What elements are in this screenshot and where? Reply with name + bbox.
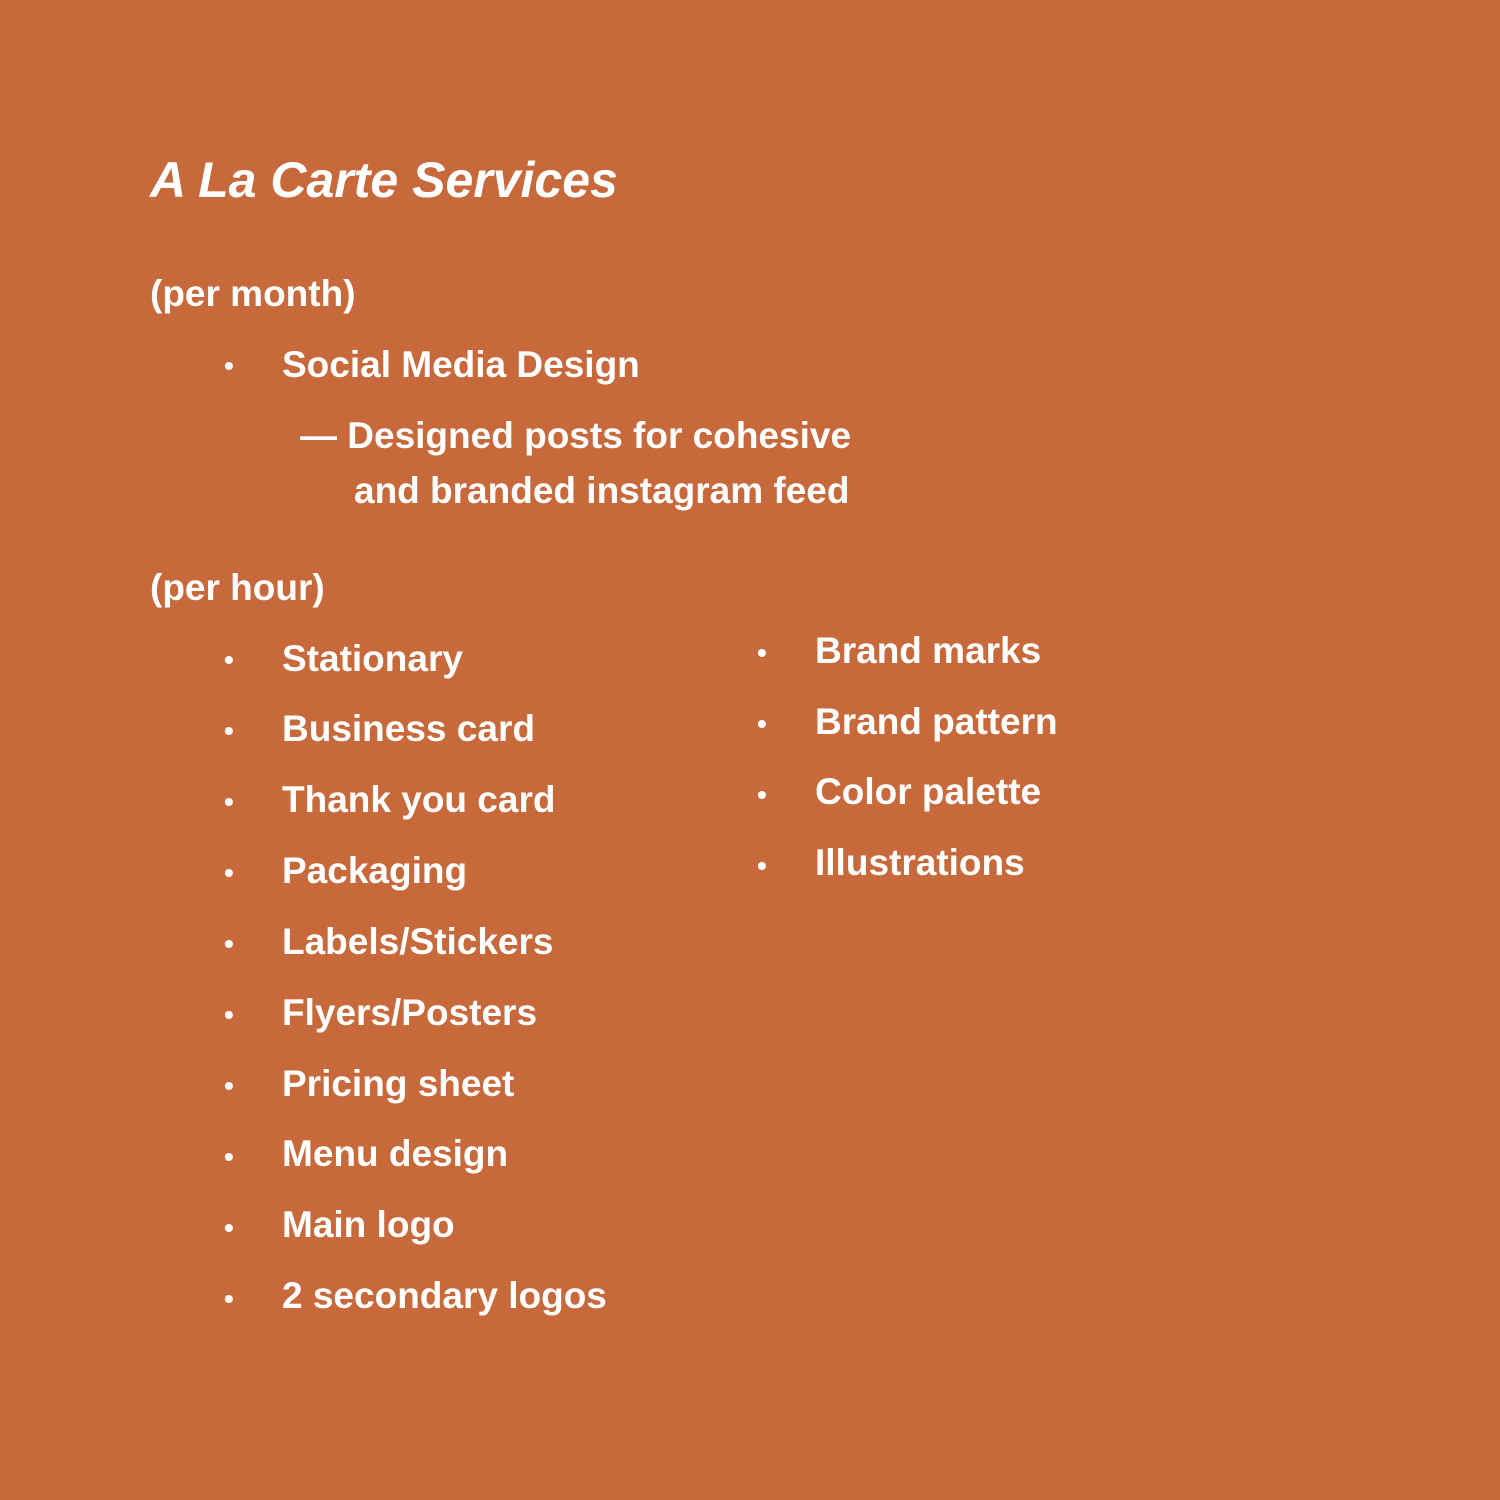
service-item: Business card	[282, 708, 535, 749]
bullet-icon: •	[224, 1212, 234, 1243]
per-hour-label: (per hour)	[150, 567, 325, 608]
bullet-icon: •	[757, 779, 767, 810]
service-item: Labels/Stickers	[282, 921, 554, 962]
bullet-icon: •	[224, 857, 234, 888]
service-social-media-design: Social Media Design	[282, 344, 640, 385]
service-item: Main logo	[282, 1204, 455, 1245]
bullet-icon: •	[224, 350, 234, 381]
service-item: Pricing sheet	[282, 1063, 515, 1104]
bullet-icon: •	[757, 637, 767, 668]
page-title: A La Carte Services	[150, 152, 618, 208]
service-description-line-2: and branded instagram feed	[354, 470, 850, 511]
bullet-icon: •	[757, 850, 767, 881]
service-item: Stationary	[282, 638, 463, 679]
bullet-icon: •	[224, 1070, 234, 1101]
bullet-icon: •	[224, 715, 234, 746]
service-item: Thank you card	[282, 779, 556, 820]
bullet-icon: •	[757, 708, 767, 739]
service-item: 2 secondary logos	[282, 1275, 607, 1316]
bullet-icon: •	[224, 1141, 234, 1172]
service-item: Packaging	[282, 850, 468, 891]
service-item: Flyers/Posters	[282, 992, 538, 1033]
service-item: Illustrations	[815, 842, 1025, 883]
service-item: Brand marks	[815, 630, 1042, 671]
service-item: Menu design	[282, 1133, 509, 1174]
bullet-icon: •	[224, 644, 234, 675]
per-month-label: (per month)	[150, 273, 356, 314]
service-description-line-1: — Designed posts for cohesive	[300, 415, 852, 456]
bullet-icon: •	[224, 999, 234, 1030]
bullet-icon: •	[224, 1283, 234, 1314]
bullet-icon: •	[224, 786, 234, 817]
service-item: Color palette	[815, 771, 1042, 812]
bullet-icon: •	[224, 928, 234, 959]
service-item: Brand pattern	[815, 701, 1058, 742]
